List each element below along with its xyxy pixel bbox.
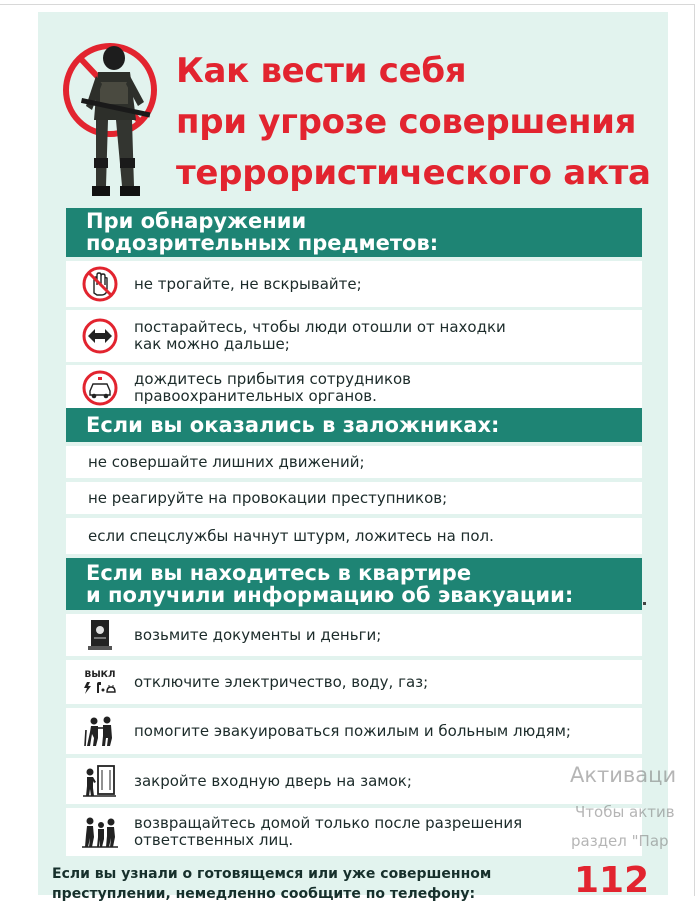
poster-title — [176, 46, 656, 199]
power-off-label: ВЫКЛ — [84, 669, 116, 680]
list-item — [66, 261, 642, 307]
list-item-text: не реагируйте на провокации преступников; — [88, 488, 448, 507]
list-item-text: возвращайтесь домой только после разрешения ответственных лиц. — [134, 814, 523, 849]
help-elderly-icon — [80, 711, 120, 751]
list-item — [66, 808, 642, 856]
list-item — [66, 660, 642, 704]
hand-stop-icon — [80, 264, 120, 304]
section1-heading-line2: подозрительных предметов: — [86, 231, 439, 255]
list-item — [66, 365, 642, 411]
emergency-note: Если вы узнали о готовящемся или уже совершенном преступлении, немедленно сообщите по телефону: — [52, 866, 492, 902]
list-item — [66, 758, 642, 804]
activation-watermark-title: Активаци — [570, 763, 677, 787]
list-item — [66, 614, 642, 656]
section3-heading-line2: и получили информацию об эвакуации: — [86, 583, 574, 607]
list-item-text: отключите электричество, воду, газ; — [134, 672, 429, 691]
lock-door-icon — [80, 761, 120, 801]
list-item — [66, 482, 642, 514]
list-item-text: дождитесь прибытия сотрудников правоохранительных органов. — [134, 370, 412, 405]
list-item-text: если спецслужбы начнут штурм, ложитесь на пол. — [88, 526, 494, 545]
list-item-text: не трогайте, не вскрывайте; — [134, 274, 362, 293]
list-item — [66, 310, 642, 362]
section3-heading-line1: Если вы находитесь в квартире — [86, 561, 472, 585]
list-item-text: помогите эвакуироваться пожилым и больным людям; — [134, 721, 571, 740]
emergency-phone-number: 112 — [574, 860, 650, 901]
double-arrow-icon — [80, 316, 120, 356]
documents-icon — [80, 615, 120, 655]
section1-heading — [66, 208, 642, 257]
list-item-text: возьмите документы и деньги; — [134, 625, 382, 644]
list-item — [66, 518, 642, 554]
scan-speck — [643, 602, 646, 605]
list-item-text: закройте входную дверь на замок; — [134, 771, 412, 790]
prohibited-terrorist-icon — [60, 36, 172, 206]
list-item — [66, 708, 642, 754]
list-item-text: не совершайте лишних движений; — [88, 452, 365, 471]
title-line-1: Как вести себя — [176, 51, 467, 91]
list-item-text: постарайтесь, чтобы люди отошли от находки как можно дальше; — [134, 318, 506, 353]
section3-heading — [66, 558, 642, 610]
list-item — [66, 446, 642, 478]
police-car-icon — [80, 368, 120, 408]
section1-heading-line1: При обнаружении — [86, 209, 307, 233]
title-line-3: террористического акта — [176, 153, 651, 193]
activation-watermark-line2: Чтобы актив — [575, 803, 675, 821]
activation-watermark-line3: раздел "Пар — [571, 832, 669, 850]
section2-heading: Если вы оказались в заложниках: — [66, 408, 642, 442]
family-return-icon — [80, 812, 120, 852]
power-off-icon — [80, 662, 120, 702]
title-line-2: при угрозе совершения — [176, 102, 637, 142]
